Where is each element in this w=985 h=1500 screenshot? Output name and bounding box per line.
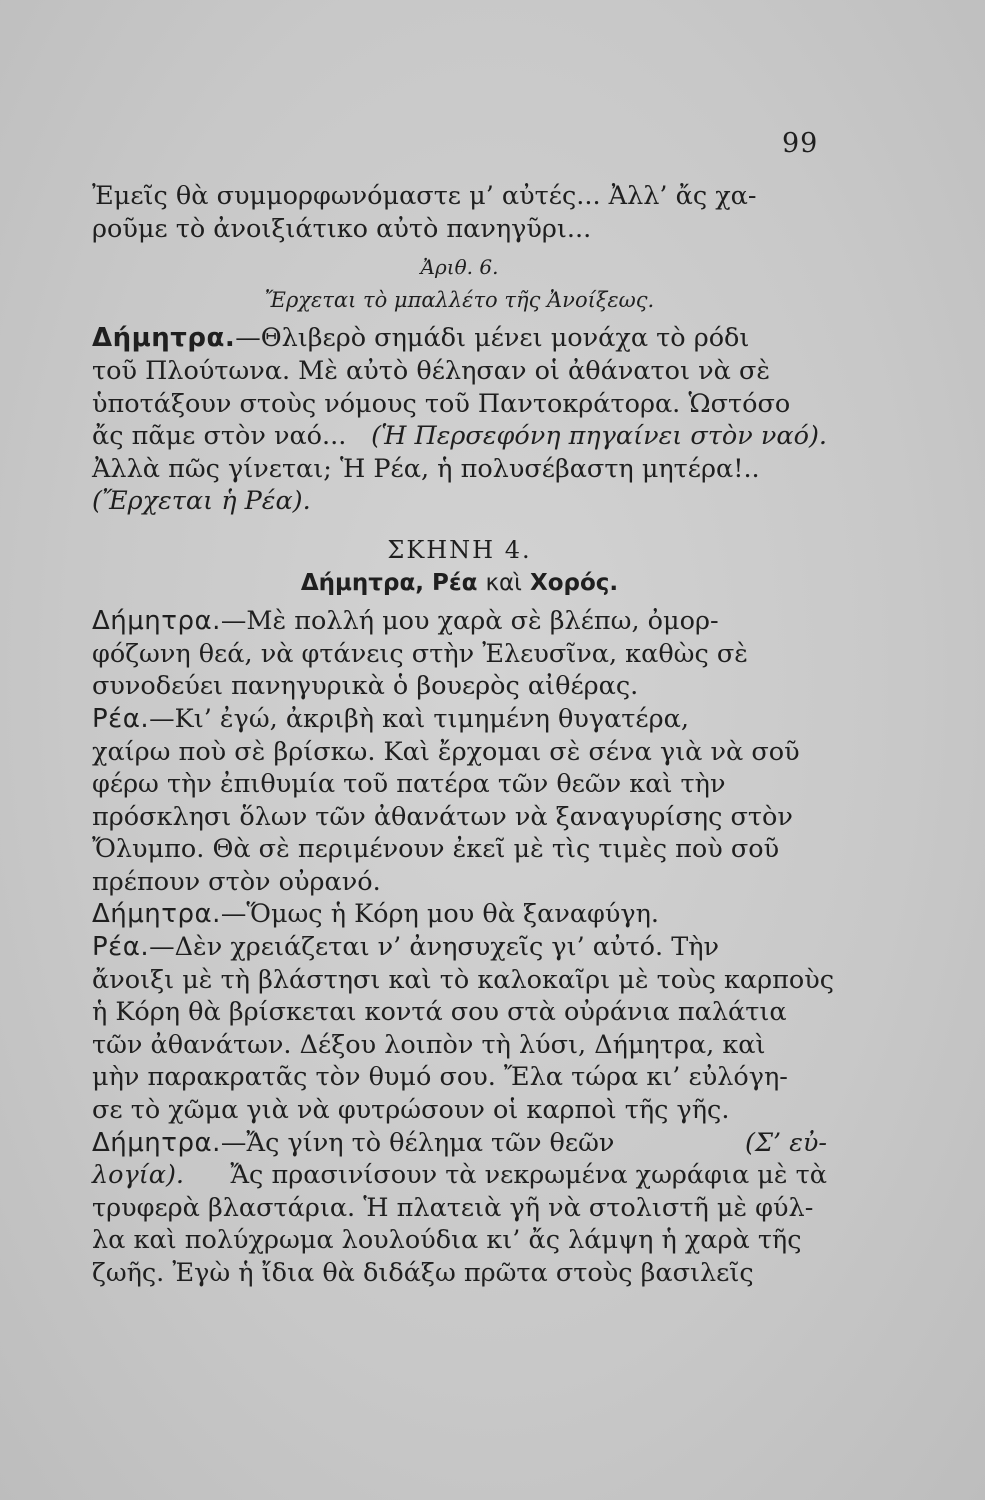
stage-direction-inline: λογία). — [92, 1160, 185, 1191]
text-line — [92, 964, 835, 997]
text-line — [92, 1257, 827, 1290]
speech-text: πρέπουν στὸν οὐρανό. — [92, 866, 381, 897]
text-line — [92, 833, 827, 866]
speech-line — [92, 898, 827, 931]
speaker-name: Ρέα. — [92, 703, 150, 734]
text-line — [92, 213, 827, 246]
text-line — [92, 638, 827, 671]
speech-text: μὴν παρακρατᾶς τὸν θυμό σου. Ἔλα τώρα κι’ εὐλόγη- — [92, 1062, 788, 1093]
page-number: 99 — [782, 128, 819, 159]
stage-direction: Ἔρχεται τὸ μπαλλέτο τῆς Ἀνοίξεως. — [264, 287, 655, 312]
speech-text: φόζωνη θεά, νὰ φτάνεις στὴν Ἐλευσῖνα, καθὼς σὲ — [92, 638, 748, 669]
text-line — [92, 866, 827, 899]
speech-text: τῶν ἀθανάτων. Δέξου λοιπὸν τὴ λύσι, Δήμητρα, καὶ — [92, 1029, 766, 1060]
stage-direction-line — [92, 284, 827, 317]
scene-title-line — [92, 534, 827, 567]
speech-text: ἄς πᾶμε στὸν ναό... — [92, 421, 347, 452]
page-body — [92, 180, 835, 1290]
opening-line-1: Ἐμεῖς θὰ συμμορφωνόμαστε μ’ αὐτές... Ἀλλ’ ἄς χα- — [92, 181, 757, 211]
speech-text: —Μὲ πολλή μου χαρὰ σὲ βλέπω, ὀμορ- — [220, 606, 719, 637]
speech-text: τρυφερὰ βλαστάρια. Ἡ πλατειὰ γῆ νὰ στολιστῆ μὲ φύλ- — [92, 1192, 814, 1223]
speech-text: Ἀλλὰ πῶς γίνεται; Ἡ Ρέα, ἡ πολυσέβαστη μητέρα!.. — [92, 453, 760, 484]
text-line — [92, 453, 827, 486]
speech-line — [92, 931, 827, 964]
text-line — [92, 736, 827, 769]
stage-number: Ἀριθ. 6. — [420, 255, 499, 280]
speech-text: —Ὅμως ἡ Κόρη μου θὰ ξαναφύγη. — [220, 899, 660, 930]
opening-line-2: ροῦμε τὸ ἀνοιξιάτικο αὐτὸ πανηγῦρι... — [92, 213, 592, 244]
speaker-name: Δήμητρα. — [92, 323, 236, 354]
speech-text: ὑποτάξουν στοὺς νόμους τοῦ Παντοκράτορα. Ὡστόσο — [92, 388, 791, 419]
scene-number-line — [92, 251, 827, 284]
speaker-name: Δήμητρα. — [92, 606, 221, 637]
text-line — [92, 768, 827, 801]
stage-direction-inline: (Ἡ Περσεφόνη πηγαίνει στὸν ναό). — [371, 421, 827, 452]
scene-title: ΣΚΗΝΗ 4. — [387, 535, 532, 564]
speech-text: Ἄς πρασινίσουν τὰ νεκρωμένα χωράφια μὲ τὰ — [230, 1160, 827, 1191]
text-line — [92, 388, 827, 421]
text-line — [92, 801, 827, 834]
cast-names: Δήμητρα, Ρέα — [300, 569, 478, 596]
speech-text: λα καὶ πολύχρωμα λουλούδια κι’ ἄς λάμψη ἡ χαρὰ τῆς — [92, 1225, 802, 1256]
speech-text: χαίρω ποὺ σὲ βρίσκω. Καὶ ἔρχομαι σὲ σένα γιὰ νὰ σοῦ — [92, 736, 800, 767]
speech-text: τοῦ Πλούτωνα. Μὲ αὐτὸ θέλησαν οἱ ἀθάνατοι νὰ σὲ — [92, 355, 771, 386]
cast-line — [92, 567, 827, 600]
text-line — [92, 355, 827, 388]
text-line — [92, 1192, 827, 1225]
speech-text: συνοδεύει πανηγυρικὰ ὁ βουερὸς αἰθέρας. — [92, 671, 639, 702]
text-line — [92, 996, 827, 1029]
speech-line — [92, 703, 827, 736]
speaker-name: Δήμητρα. — [92, 899, 221, 930]
speaker-name: Δήμητρα. — [92, 1127, 221, 1158]
text-line — [92, 420, 827, 453]
cast-chorus: Χορός. — [529, 569, 619, 596]
text-line — [92, 1061, 827, 1094]
speech-text: —Δὲν χρειάζεται ν’ ἀνησυχεῖς γι’ αὐτό. Τὴν — [149, 932, 719, 963]
text-line — [92, 180, 827, 213]
cast-list — [301, 567, 618, 600]
speech-text: —Θλιβερὸ σημάδι μένει μονάχα τὸ ρόδι — [235, 323, 750, 354]
speech-text: σε τὸ χῶμα γιὰ νὰ φυτρώσουν οἱ καρποὶ τῆς γῆς. — [92, 1095, 730, 1126]
text-line — [92, 1224, 827, 1257]
text-line — [92, 670, 827, 703]
speech-line — [92, 605, 827, 638]
speech-text: πρόσκλησι ὅλων τῶν ἀθανάτων νὰ ξαναγυρίσης στὸν — [92, 801, 793, 832]
speech-line — [92, 322, 827, 355]
text-line — [92, 485, 827, 518]
speech-text: ἄνοιξι μὲ τὴ βλάστησι καὶ τὸ καλοκαῖρι μὲ τοὺς καρποὺς — [92, 964, 835, 995]
speaker-name: Ρέα. — [92, 932, 150, 963]
speech-text: —Ἄς γίνη τὸ θέλημα τῶν θεῶν — [220, 1127, 615, 1158]
speech-text: Ὄλυμπο. Θὰ σὲ περιμένουν ἐκεῖ μὲ τὶς τιμὲς ποὺ σοῦ — [92, 834, 780, 865]
speech-text: ζωῆς. Ἐγὼ ἡ ἴδια θὰ διδάξω πρῶτα στοὺς βασιλεῖς — [92, 1258, 754, 1288]
stage-direction-inline: (Σ’ εὐ- — [745, 1127, 827, 1158]
text-line — [92, 1159, 827, 1192]
speech-text: φέρω τὴν ἐπιθυμία τοῦ πατέρα τῶν θεῶν καὶ τὴν — [92, 769, 726, 800]
text-line — [92, 1094, 827, 1127]
speech-line — [92, 1127, 827, 1160]
speech-text: —Κι’ ἐγώ, ἀκριβὴ καὶ τιμημένη θυγατέρα, — [149, 703, 689, 734]
speech-text: ἡ Κόρη θὰ βρίσκεται κοντά σου στὰ οὐράνια παλάτια — [92, 997, 787, 1028]
stage-direction-inline: (Ἔρχεται ἡ Ρέα). — [92, 486, 311, 517]
cast-conjunction: καὶ — [485, 569, 522, 596]
text-line — [92, 1029, 827, 1062]
